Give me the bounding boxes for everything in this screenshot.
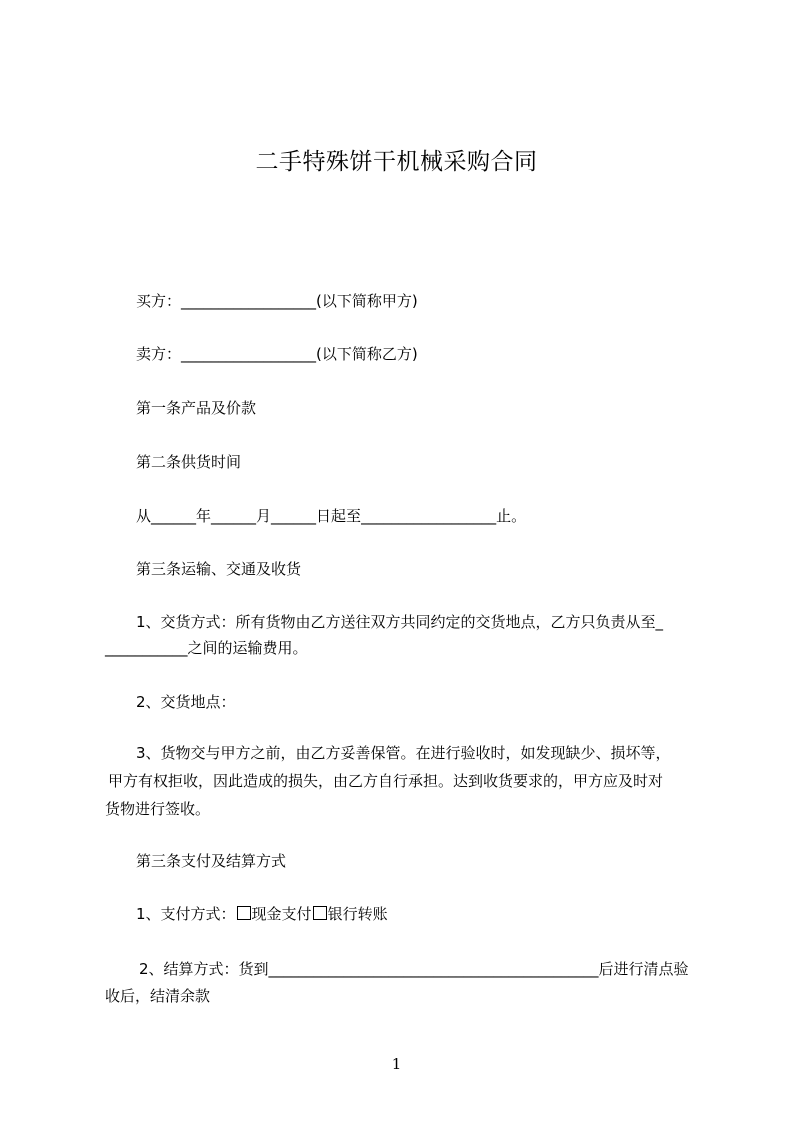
article-3-heading: 第三条运输、交通及收货 <box>136 560 302 578</box>
seller-label: 卖方： <box>136 345 182 363</box>
period-end-blank: __________________ <box>361 507 497 525</box>
article-3b-heading: 第三条支付及结算方式 <box>136 852 287 870</box>
delivery-method-tail: 之间的运输费用。 <box>187 639 308 657</box>
settlement-blank: ____________________________________________ <box>268 960 599 978</box>
period-day-blank: ______ <box>271 507 317 525</box>
custody-line2: 甲方有权拒收，因此造成的损失，由乙方自行承担。达到收货要求的，甲方应及时对 <box>108 772 664 790</box>
bank-transfer-checkbox-icon[interactable] <box>313 906 327 920</box>
bank-transfer-option-label: 银行转账 <box>327 905 388 923</box>
settlement-line1 <box>139 959 689 979</box>
article-2-heading: 第二条供货时间 <box>136 453 242 471</box>
seller-blank: __________________ <box>181 345 317 363</box>
settlement-suffix: 后进行清点验 <box>598 960 689 978</box>
article-1-heading: 第一条产品及价款 <box>136 399 257 417</box>
buyer-suffix: (以下简称甲方) <box>316 292 418 310</box>
cash-checkbox-icon[interactable] <box>237 906 251 920</box>
period-from: 从 <box>136 507 152 525</box>
cash-option-label: 现金支付 <box>251 905 312 923</box>
delivery-place: 2、交货地点： <box>136 693 236 711</box>
period-year: 年 <box>196 507 212 525</box>
page-number: 1 <box>391 1055 402 1073</box>
buyer-line <box>136 291 418 311</box>
payment-method-label: 1、支付方式： <box>136 905 236 923</box>
document-title: 二手特殊饼干机械采购合同 <box>255 149 538 175</box>
seller-suffix: (以下简称乙方) <box>316 345 418 363</box>
period-month: 月 <box>256 507 272 525</box>
seller-line <box>136 344 418 364</box>
period-end: 止。 <box>496 507 527 525</box>
buyer-blank: __________________ <box>181 292 317 310</box>
period-month-blank: ______ <box>211 507 257 525</box>
delivery-blank: ___________ <box>105 639 188 657</box>
payment-method-line <box>136 904 388 924</box>
delivery-method-line1: 1、交货方式：所有货物由乙方送往双方共同约定的交货地点，乙方只负责从至_ <box>136 613 664 631</box>
period-year-blank: ______ <box>151 507 197 525</box>
delivery-method-line2 <box>105 638 308 658</box>
custody-line1: 3、货物交与甲方之前，由乙方妥善保管。在进行验收时，如发现缺少、损坏等， <box>136 744 671 762</box>
buyer-label: 买方： <box>136 292 182 310</box>
supply-period-line <box>136 506 526 526</box>
custody-line3: 货物进行签收。 <box>105 800 211 818</box>
settlement-line2: 收后，结清余款 <box>105 987 211 1005</box>
settlement-label: 2、结算方式：货到 <box>139 960 269 978</box>
period-day: 日起至 <box>316 507 362 525</box>
